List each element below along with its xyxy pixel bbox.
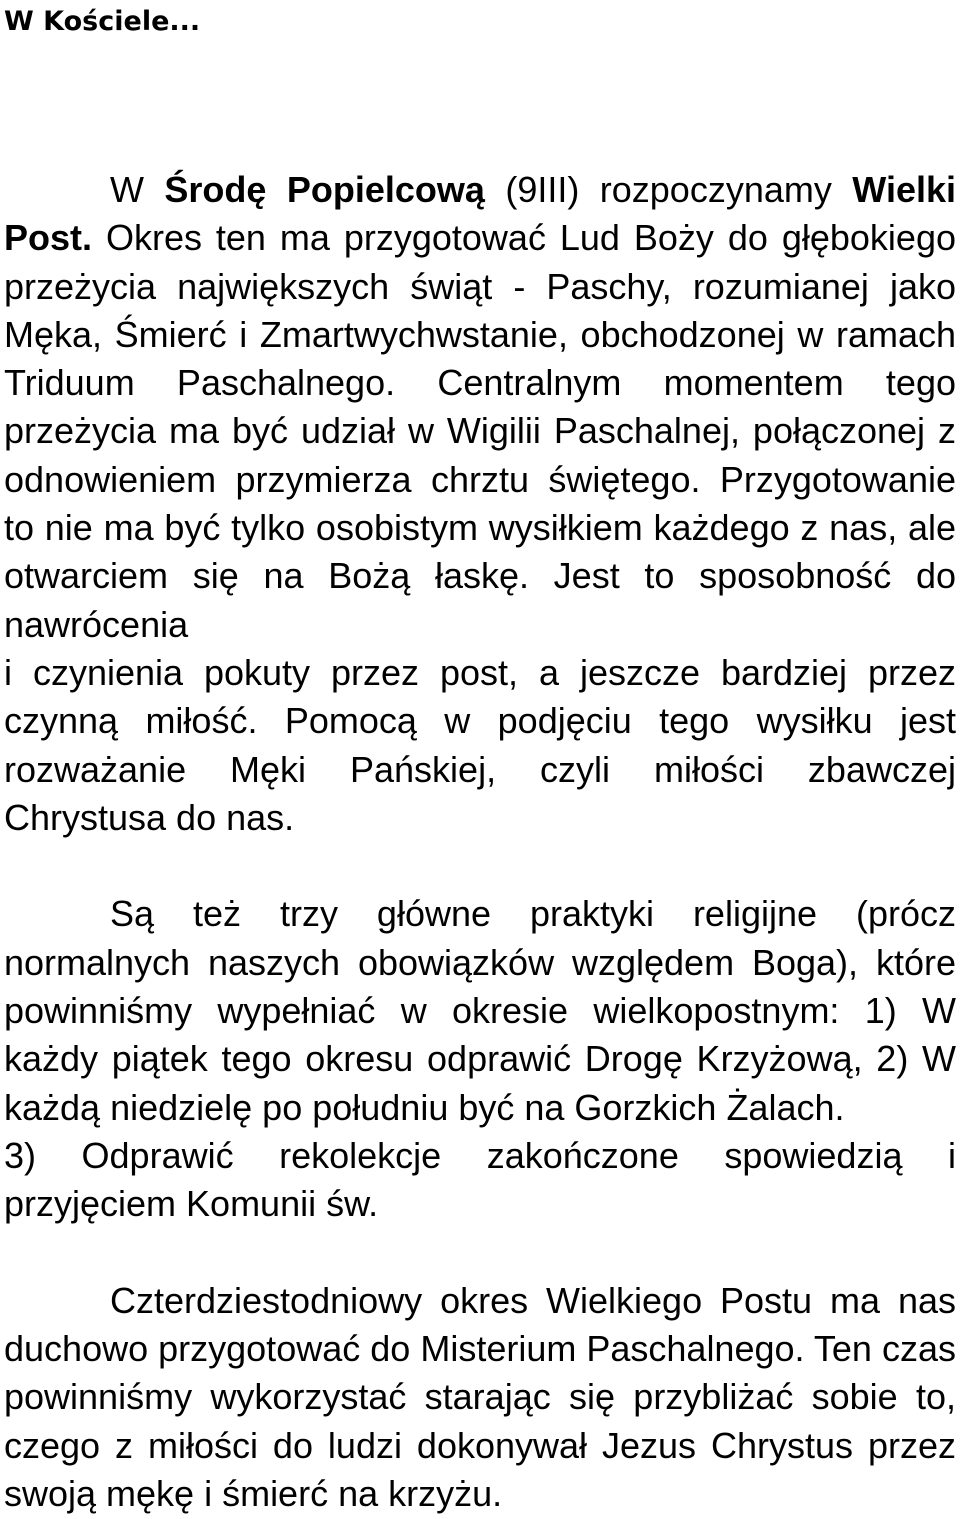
bold-ash-wednesday: Środę Popielcową [164, 169, 485, 210]
paragraph-lent-intro-continued [4, 649, 956, 842]
paragraph-forty-days [4, 1277, 956, 1518]
bold-lent: Wielki Post. [4, 169, 957, 259]
paragraph-text: Okres ten ma przygotować Lud Boży do głębokiego przeżycia największych świąt - Paschy, rozumianej jako Męka, Śmierć i Zmartwychwstanie, obchodzonej w ramach Triduum Paschalnego. Centralnym momentem tego przeżycia ma być udział w Wigilii Paschalnej, połączonej z odnowieniem przymierza chrztu świętego. Przygotowanie to nie ma być tylko osobistym wysiłkiem każdego z nas, ale otwarciem się na Bożą łaskę. Jest to sposobność do nawrócenia [4, 217, 956, 645]
page-heading: W Kościele... [4, 6, 201, 37]
document-body [4, 166, 956, 1518]
paragraph-text: Są też trzy główne praktyki religijne (prócz normalnych naszych obowiązków względem Boga), które powinniśmy wypełniać w okresie wielkopostnym: 1) W każdy piątek tego okresu odprawić Drogę Krzyżową, 2) W każdą niedzielę po południu być na Gorzkich Żalach. [4, 893, 956, 1128]
paragraph-text: (9III) rozpoczynamy [484, 169, 853, 210]
paragraph-text: 3) Odprawić rekolekcje zakończone spowiedzią i przyjęciem Komunii św. [4, 1134, 956, 1225]
paragraph-text: i czynienia pokuty przez post, a jeszcze bardziej przez czynną miłość. Pomocą w podjęciu tego wysiłku jest rozważanie Męki Pańskiej, czyli miłości zbawczej Chrystusa do nas. [4, 651, 956, 838]
paragraph-lent-intro [4, 166, 956, 649]
paragraph-text: Czterdziestodniowy okres Wielkiego Postu ma nas duchowo przygotować do Misterium Paschalnego. Ten czas powinniśmy wykorzystać starając się przybliżać sobie to, czego z miłości do ludzi dokonywał Jezus Chrystus przez swoją mękę i śmierć na krzyżu. [4, 1279, 956, 1515]
paragraph-practices-continued [4, 1132, 956, 1229]
paragraph-text: W [110, 169, 165, 210]
paragraph-practices [4, 890, 956, 1131]
